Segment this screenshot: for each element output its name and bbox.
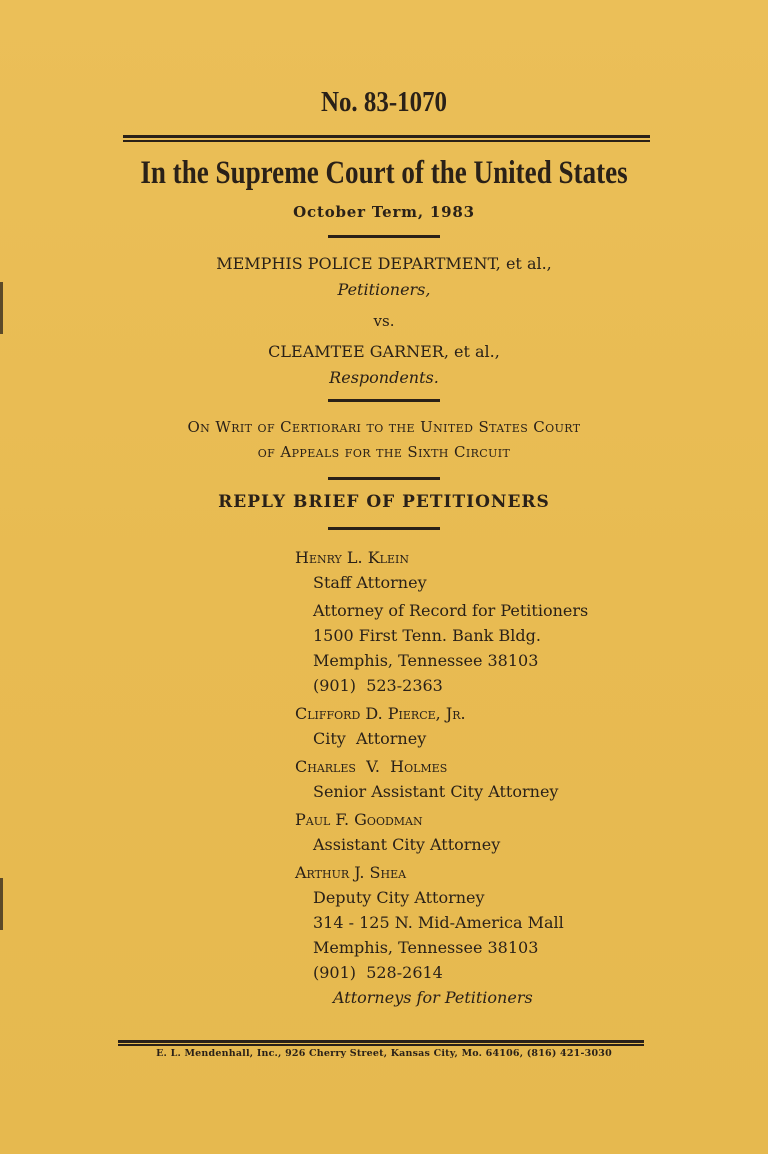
term: October Term, 1983 — [293, 203, 475, 221]
petitioner-name: MEMPHIS POLICE DEPARTMENT, et al., — [216, 254, 552, 273]
rule-3 — [328, 477, 440, 480]
counsel-detail: 314 - 125 N. Mid-America Mall — [313, 913, 564, 932]
binding-mark-bottom — [0, 878, 3, 930]
petitioner-role: Petitioners, — [337, 280, 431, 299]
counsel-name: Henry L. Klein — [295, 548, 409, 567]
writ-line-2: of Appeals for the Sixth Circuit — [257, 443, 511, 461]
counsel-name: Paul F. Goodman — [295, 810, 423, 829]
brief-title: REPLY BRIEF OF PETITIONERS — [218, 492, 550, 512]
counsel-detail: Memphis, Tennessee 38103 — [313, 651, 539, 670]
counsel-phone: (901) 523-2363 — [313, 676, 443, 695]
respondent-role: Respondents. — [329, 368, 439, 387]
respondent-name: CLEAMTEE GARNER, et al., — [268, 342, 500, 361]
counsel-detail: Memphis, Tennessee 38103 — [313, 938, 539, 957]
counsel-phone: (901) 528-2614 — [313, 963, 443, 982]
rule-4 — [328, 527, 440, 530]
counsel-name: Clifford D. Pierce, Jr. — [295, 704, 466, 723]
writ-line-1: On Writ of Certiorari to the United States Court — [187, 418, 581, 436]
counsel-name: Charles V. Holmes — [295, 757, 448, 776]
counsel-title: Assistant City Attorney — [313, 835, 501, 854]
counsel-detail: Attorney of Record for Petitioners — [313, 601, 589, 620]
printer-imprint: E. L. Mendenhall, Inc., 926 Cherry Street, Kansas City, Mo. 64106, (816) 421-3030 — [156, 1048, 612, 1059]
double-rule-bottom — [118, 1040, 644, 1046]
counsel-for: Attorneys for Petitioners — [333, 988, 533, 1007]
counsel-detail: 1500 First Tenn. Bank Bldg. — [313, 626, 541, 645]
counsel-title: Senior Assistant City Attorney — [313, 782, 559, 801]
court-name: In the Supreme Court of the United States — [140, 155, 628, 191]
rule-2 — [328, 399, 440, 402]
rule-1 — [328, 235, 440, 238]
double-rule-top — [123, 135, 650, 142]
counsel-name: Arthur J. Shea — [295, 863, 407, 882]
counsel-block — [295, 545, 588, 1010]
counsel-title: City Attorney — [313, 729, 427, 748]
versus: vs. — [373, 312, 395, 330]
docket-number: No. 83-1070 — [320, 86, 448, 118]
counsel-title: Staff Attorney — [313, 573, 427, 592]
counsel-title: Deputy City Attorney — [313, 888, 485, 907]
